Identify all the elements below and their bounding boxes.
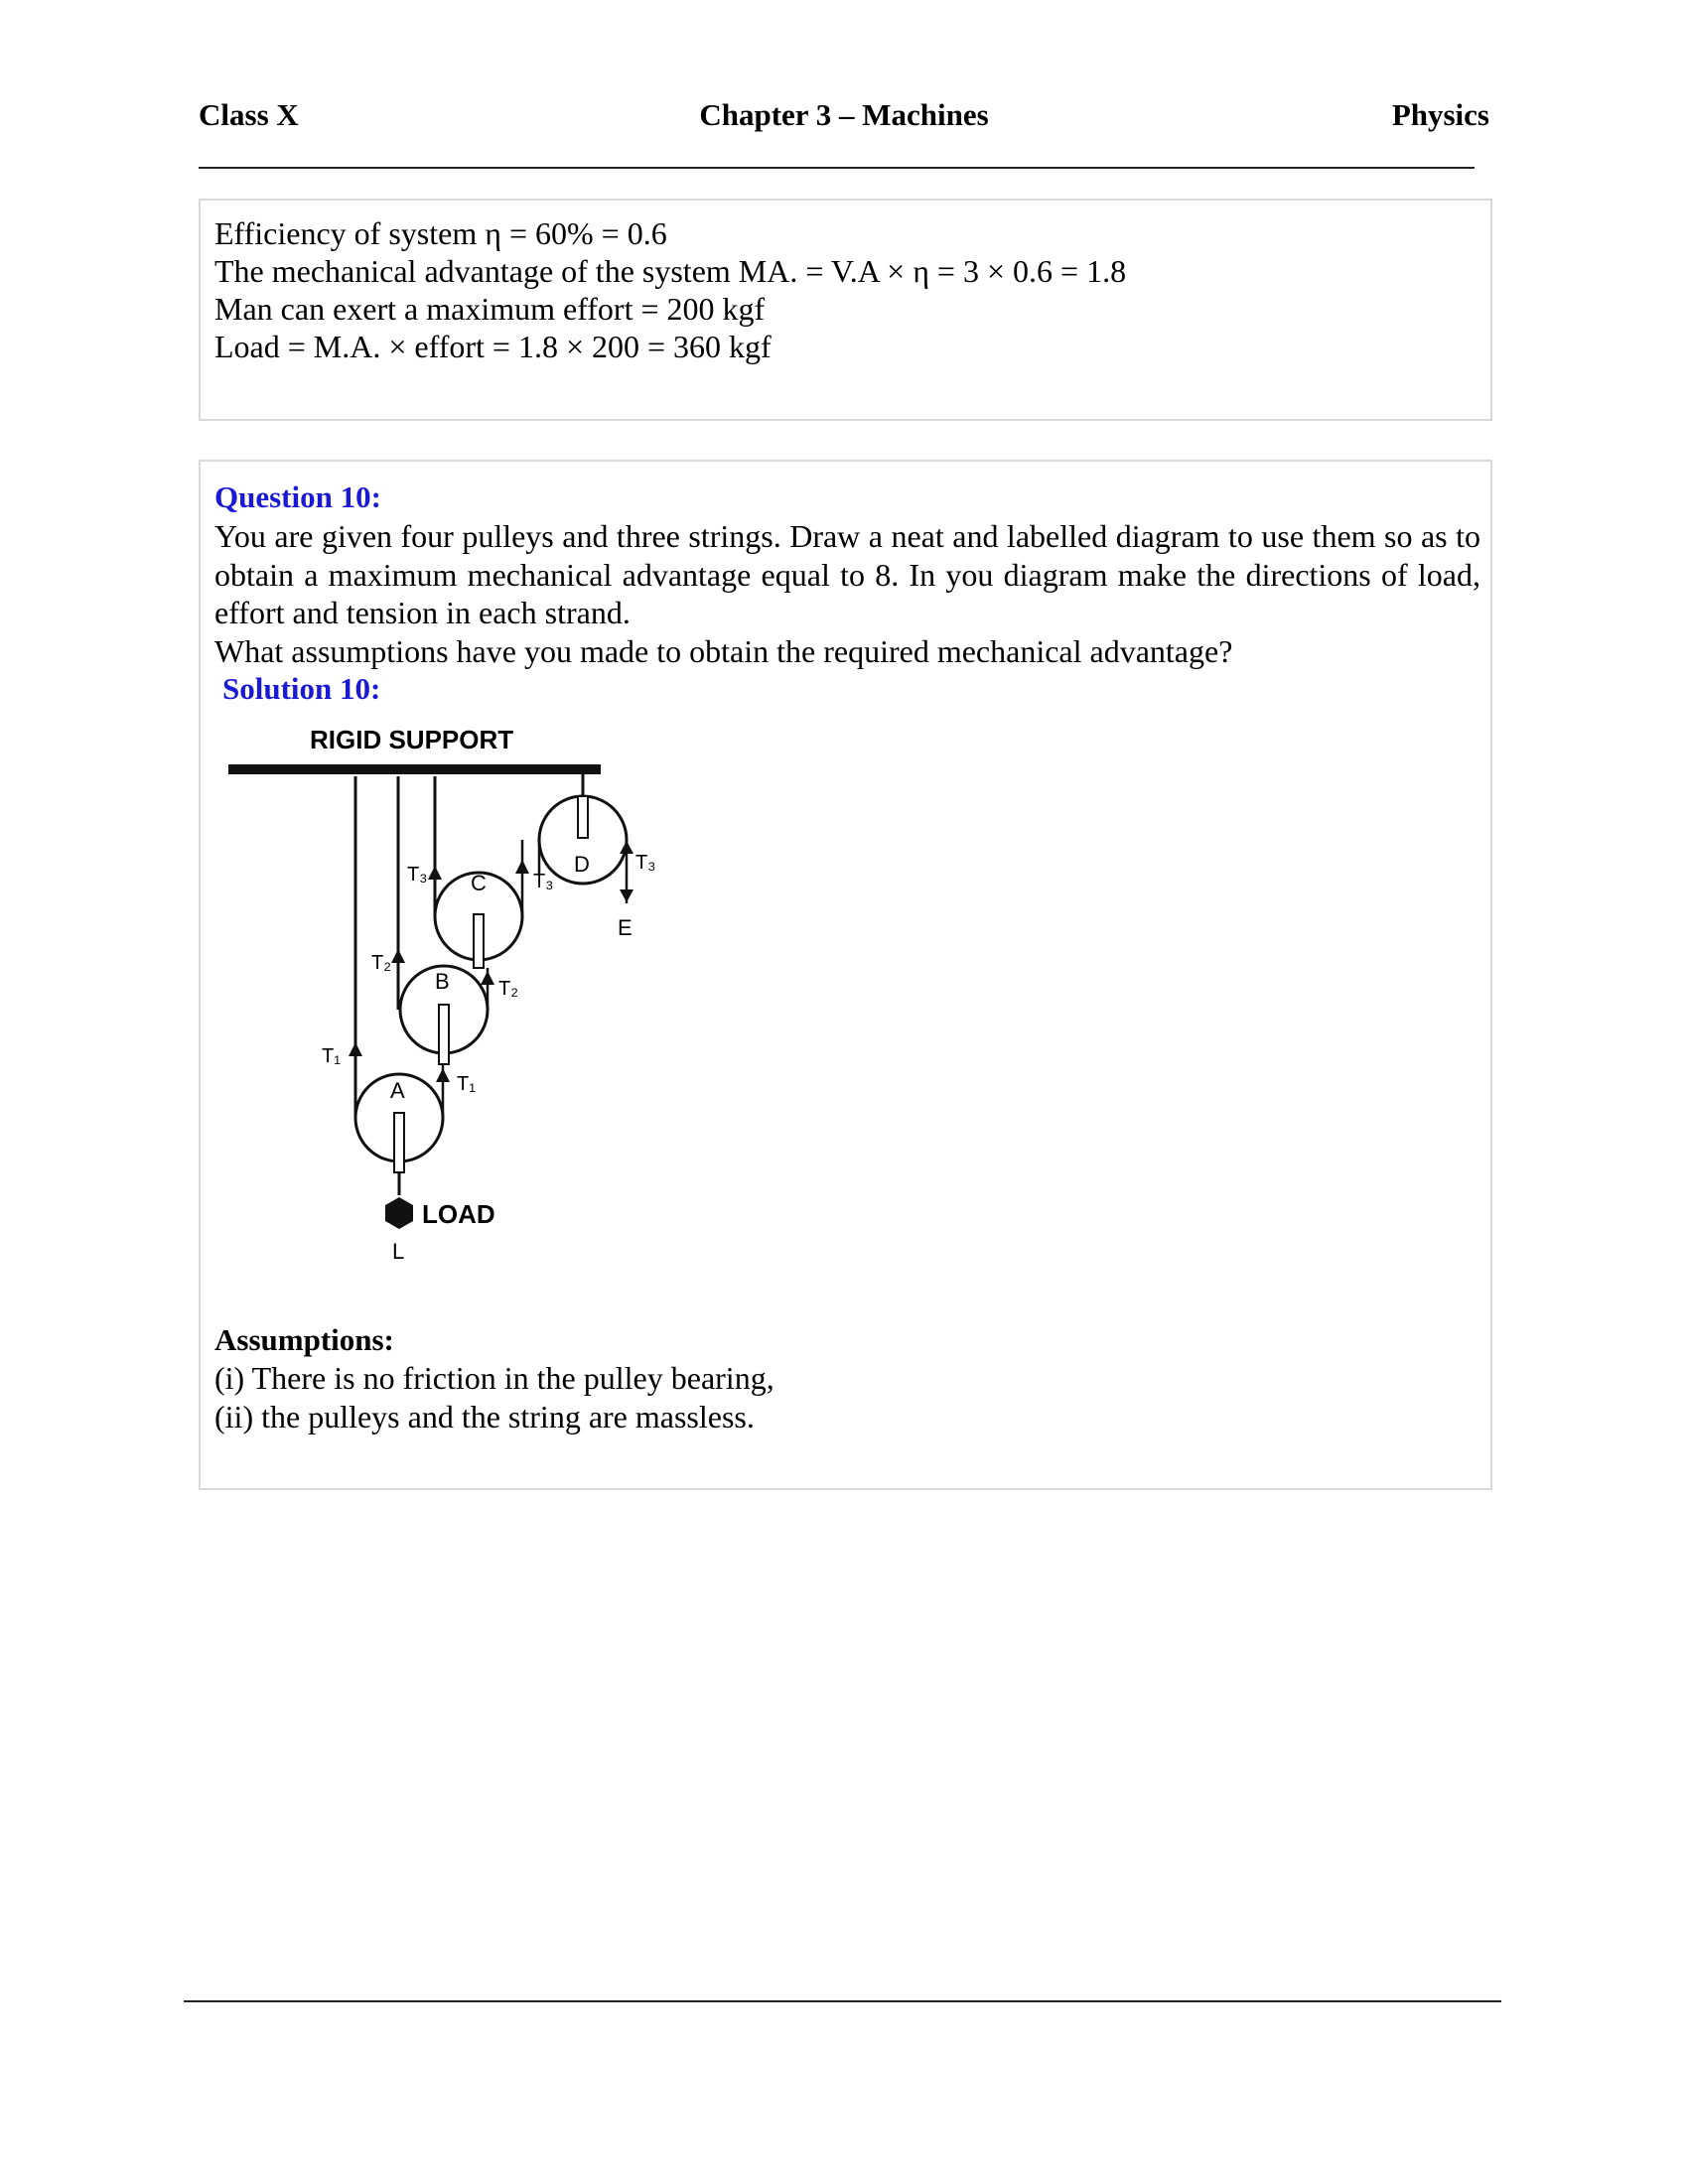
load-weight [385, 1197, 413, 1229]
solution-line: Man can exert a maximum effort = 200 kgf [214, 291, 766, 327]
load-label: LOAD [422, 1199, 495, 1229]
question-text-2: What assumptions have you made to obtain the required mechanical advantage? [214, 632, 1233, 669]
t3-arrow-right [620, 841, 633, 854]
pulley-diagram [211, 715, 656, 1281]
pulley-c-label: C [471, 871, 487, 895]
effort-label: E [618, 915, 633, 940]
t1-label-right: T₁ [457, 1073, 476, 1095]
solution-title: Solution 10: [222, 671, 381, 706]
t3-label-mid: T₃ [533, 871, 554, 892]
pulley-b-axle [439, 1005, 449, 1064]
t2-label-left: T₂ [371, 952, 391, 974]
page-header [199, 97, 1489, 141]
previous-solution-box [199, 199, 1492, 421]
footer-divider [184, 2000, 1501, 2002]
header-divider [199, 167, 1475, 169]
assumptions-title: Assumptions: [214, 1322, 394, 1357]
question-box [199, 460, 1492, 1490]
assumptions [214, 1321, 774, 1435]
load-symbol: L [392, 1239, 405, 1264]
t3-label-left: T₃ [407, 864, 428, 886]
t2-label-right: T₂ [498, 978, 518, 1000]
question-title: Question 10: [214, 479, 381, 514]
header-chapter: Chapter 3 – Machines [699, 97, 989, 132]
t3-arrow-mid [515, 860, 529, 874]
header-class: Class X [199, 97, 299, 132]
pulley-c-axle [474, 914, 484, 968]
pulley-a-label: A [390, 1078, 405, 1103]
t1-arrow-right [436, 1068, 450, 1082]
pulley-b-label: B [435, 969, 450, 994]
pulley-d-label: D [574, 852, 590, 877]
assumption-item: (i) There is no friction in the pulley bearing, [214, 1360, 774, 1396]
t1-arrow-left [349, 1042, 362, 1056]
solution-line: Load = M.A. × effort = 1.8 × 200 = 360 kgf [214, 329, 772, 364]
pulley-a-axle [394, 1113, 404, 1172]
header-subject: Physics [1391, 97, 1489, 132]
effort-arrow [620, 889, 633, 902]
assumption-item: (ii) the pulleys and the string are massless. [214, 1398, 755, 1434]
t3-label-right: T₃ [635, 852, 656, 874]
t2-arrow-right [481, 971, 494, 985]
t2-arrow-left [391, 949, 405, 963]
question-text: You are given four pulleys and three strings. Draw a neat and labelled diagram to use them so as to obtain a maximum mechanical advantage equal to 8. In you diagram make the directions of load, effort and tension in each strand. [214, 518, 1480, 630]
t1-label-left: T₁ [322, 1045, 341, 1067]
t3-arrow-left [428, 866, 442, 880]
solution-line: The mechanical advantage of the system MA. = V.A × η = 3 × 0.6 = 1.8 [214, 253, 1127, 289]
support-label: RIGID SUPPORT [310, 725, 514, 754]
rigid-support-bar [228, 764, 601, 774]
pulley-d-axle [578, 796, 588, 838]
solution-line: Efficiency of system η = 60% = 0.6 [214, 215, 667, 251]
